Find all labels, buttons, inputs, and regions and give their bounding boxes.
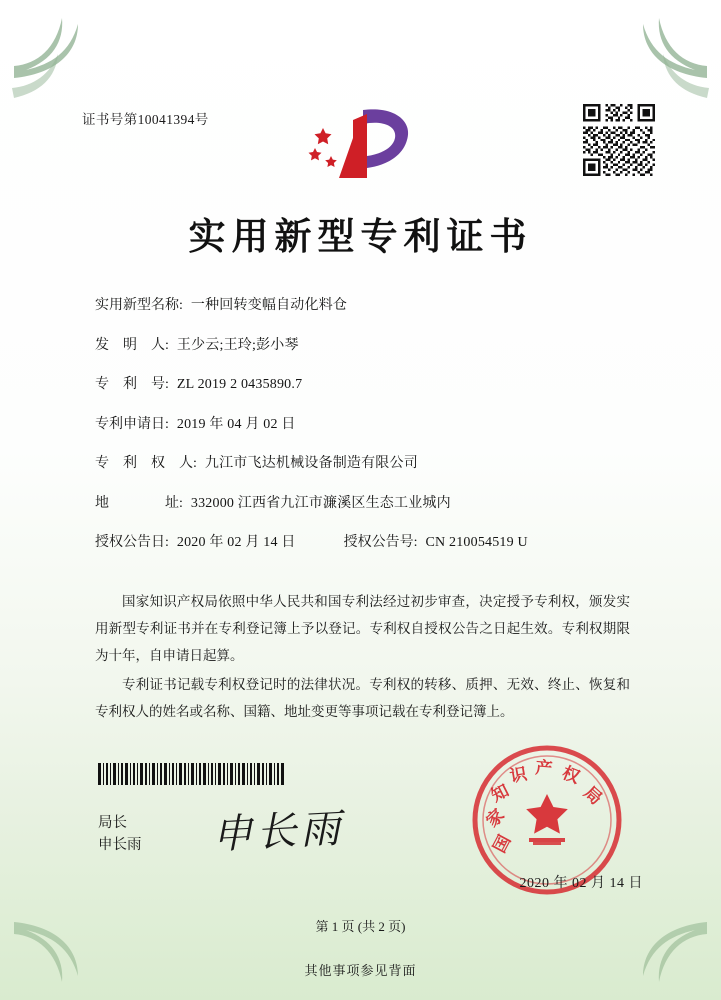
svg-text:识: 识 xyxy=(508,764,529,786)
grant-number-label: 授权公告号: xyxy=(343,535,418,550)
grant-number-value: CN 210054519 U xyxy=(425,535,528,550)
field-label: 地 址: xyxy=(95,495,183,511)
footer-note: 其他事项参见背面 xyxy=(304,963,417,978)
handwritten-signature: 申长雨 xyxy=(211,805,346,858)
field-value: ZL 2019 2 0435890.7 xyxy=(176,377,303,392)
field-row-inventor xyxy=(95,334,635,354)
qr-code-icon xyxy=(583,104,655,176)
field-value: 2019 年 04 月 02 日 xyxy=(176,416,296,432)
certificate-number: 证书号第10041394号 xyxy=(82,112,209,127)
field-label: 发 明 人: xyxy=(95,337,169,353)
field-label: 专 利 权 人: xyxy=(95,456,197,471)
svg-text:家: 家 xyxy=(482,805,509,831)
field-row-address xyxy=(95,492,635,512)
field-label: 专 利 号: xyxy=(95,377,169,392)
field-value: 332000 江西省九江市濂溪区生态工业城内 xyxy=(190,495,451,511)
grant-date-label: 授权公告日: xyxy=(95,535,169,550)
page-number: 第 1 页 (共 2 页) xyxy=(315,919,406,934)
field-value: 九江市飞达机械设备制造有限公司 xyxy=(204,456,418,471)
field-row-name xyxy=(95,294,635,314)
svg-text:产: 产 xyxy=(534,758,554,779)
field-row-grant xyxy=(95,531,635,551)
svg-text:国: 国 xyxy=(489,831,515,856)
director-title-label: 局长 xyxy=(98,815,127,831)
field-value: 一种回转变幅自动化料仓 xyxy=(190,298,348,313)
page-title: 实用新型专利证书 xyxy=(188,217,533,258)
barcode-icon xyxy=(98,763,286,785)
field-row-patent-number xyxy=(95,373,635,393)
legal-paragraph: 专利证书记载专利权登记时的法律状况。专利权的转移、质押、无效、终止、恢复和专利权人的姓名或名称、国籍、地址变更等事项记载在专利登记簿上。 xyxy=(95,677,630,719)
certificate-fields xyxy=(95,294,635,571)
svg-text:局: 局 xyxy=(580,782,606,809)
director-name-label: 申长雨 xyxy=(98,837,142,854)
patent-office-emblem-icon xyxy=(301,100,421,186)
field-label: 专利申请日: xyxy=(95,416,169,432)
grant-date-value: 2020 年 02 月 14 日 xyxy=(176,535,296,550)
legal-text xyxy=(95,588,630,727)
field-label: 实用新型名称: xyxy=(95,298,183,313)
legal-paragraph: 国家知识产权局依照中华人民共和国专利法经过初步审查，决定授予专利权，颁发实用新型专利证书并在专利登记簿上予以登记。专利权自授权公告之日起生效。专利权期限为十年，自申请日起算。 xyxy=(95,594,630,663)
field-row-patentee xyxy=(95,452,635,472)
field-row-application-date xyxy=(95,413,635,433)
director-block xyxy=(98,812,142,857)
svg-text:权: 权 xyxy=(559,763,583,788)
field-value: 王少云;王玲;彭小琴 xyxy=(176,337,299,353)
seal-date: 2020 年 02 月 14 日 xyxy=(519,876,643,891)
svg-text:知: 知 xyxy=(488,780,512,806)
